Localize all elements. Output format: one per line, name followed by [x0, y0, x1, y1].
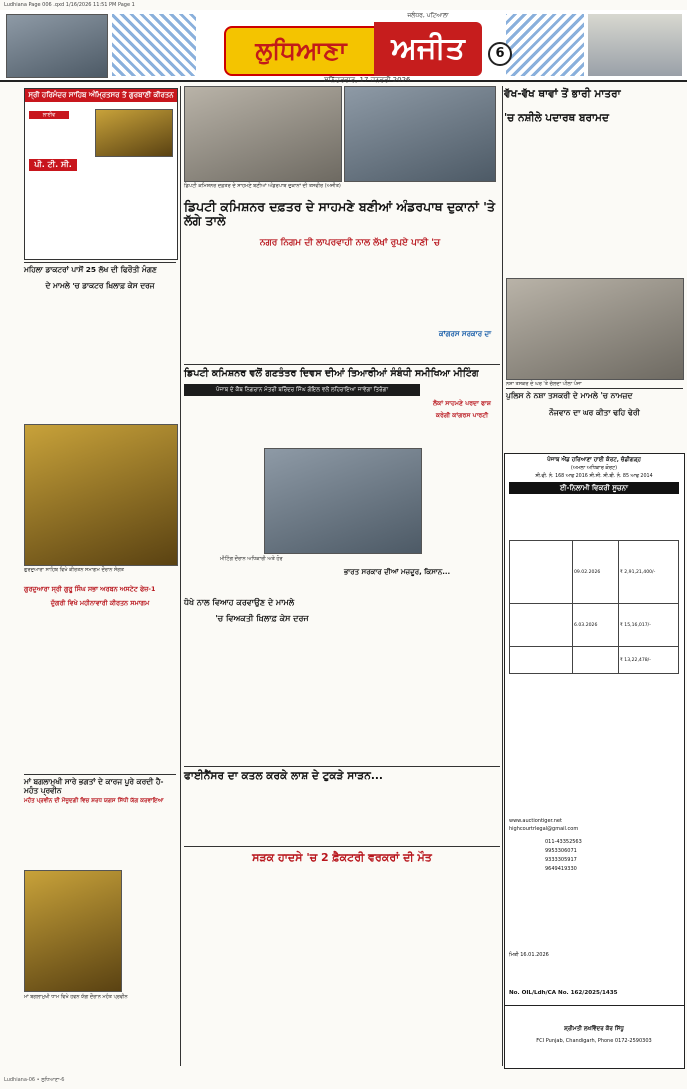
tender-cell — [510, 604, 573, 647]
tender-cell-amount-1: ₹ 2,91,21,400/- — [618, 541, 678, 604]
tender-website[interactable]: www.auctiontiger.net — [509, 818, 562, 824]
tender-contact-2: 9953306071 — [545, 848, 577, 854]
masthead-editions: ਜਲੰਧਰ, ਪਟਿਆਲਾ — [407, 12, 449, 19]
masthead-date: ਸ਼ਨਿੱਚਰਵਾਰ, 17 ਜਨਵਰੀ 2026 — [324, 76, 411, 84]
havan-photo — [24, 870, 122, 992]
story7-headline-line1: ਗੁਰਦੁਆਰਾ ਸ੍ਰੀ ਗੁਰੂ ਸਿੰਘ ਸਭਾ ਅਰਬਨ ਅਸਟੇਟ ਫੇਜ਼-1 — [24, 585, 156, 593]
masthead-pattern-right — [506, 14, 584, 76]
story8-headline: ਭਾਰਤ ਸਰਕਾਰ ਦੀਆਂ ਮਜ਼ਦੂਰ, ਕਿਸਾਨ... — [344, 568, 451, 576]
story1-photo-caption: ਡਿਪਟੀ ਕਮਿਸ਼ਨਰ ਦਫ਼ਤਰ ਦੇ ਸਾਹਮਣੇ ਬਣੀਆਂ ਅੰਡਰਪਾਥ ਦੁਕਾਨਾਂ ਦੀ ਤਸਵੀਰ (ਅਜੀਤ) — [184, 183, 341, 189]
column-rule — [502, 86, 503, 1066]
section-rule — [184, 364, 500, 365]
tender-org-line1: ਪੰਜਾਬ ਐਂਡ ਹਰਿਆਣਾ ਹਾਈ ਕੋਰਟ, ਚੰਡੀਗੜ੍ਹ — [547, 457, 641, 463]
tender-intro — [509, 498, 679, 538]
story11-headline: ਮਾਂ ਬਗਲਾਮੁਖੀ ਸਾਰੇ ਭਗਤਾਂ ਦੇ ਕਾਰਜ ਪੂਰੇ ਕਰਦੀ ਹੈ-ਮਹੰਤ ਪ੍ਰਵੀਨ — [24, 777, 164, 795]
story4-body — [184, 400, 304, 448]
story9-body — [184, 630, 340, 760]
notice-title: ਸ੍ਰੀ ਹਰਿਮੰਦਰ ਸਾਹਿਬ ਅੰਮ੍ਰਿਤਸਰ ਤੋਂ ਗੁਰਬਾਣੀ ਕੀਰਤਨ — [25, 89, 177, 102]
story5-headline-line1: ਕਾਂਗਰਸ ਸਰਕਾਰ ਦਾ — [438, 330, 492, 338]
masthead-paper-name: ਅਜੀਤ — [374, 22, 482, 76]
story4-subhead: ਪੰਜਾਬ ਦੇ ਕੈਬ ਨਿਗਰਾਨ ਮੰਤਰੀ ਬਰਿੰਦਰ ਸਿੰਘ ਗੋਇਲ ਵਲੋਂ ਲਹਿਰਾਇਆ ਜਾਵੇਗਾ ਤਿਰੰਗਾ — [184, 384, 420, 396]
story2-body — [504, 134, 683, 272]
story9-headline-line2: 'ਚ ਵਿਅਕਤੀ ਖ਼ਿਲਾਫ਼ ਕੇਸ ਦਰਜ — [215, 614, 309, 623]
story6-headline-line2: ਨੌਜਵਾਨ ਦਾ ਘਰ ਕੀਤਾ ਢਹਿ ਢੇਰੀ — [549, 408, 640, 417]
meeting-photo — [264, 448, 422, 554]
story11-subhead: ਮਹੰਤ ਪ੍ਰਵੀਨ ਦੀ ਮੌਜੂਦਗੀ ਵਿਚ ਸ਼ਰਧ ਯਗਸ ਸਿੱਧੀ ਯੱਗ ਕਰਵਾਇਆ — [24, 798, 164, 804]
tender-cell-date-1: 09.02.2026 — [573, 541, 619, 604]
story3-body — [24, 298, 176, 420]
story7-body — [24, 614, 176, 778]
masthead-city: ਲੁਧਿਆਣਾ — [224, 26, 378, 76]
section-rule — [184, 846, 500, 847]
underpass-shop-photo-2 — [344, 86, 496, 182]
tender-terms — [509, 694, 679, 814]
story3-headline-line2: ਦੇ ਮਾਮਲੇ 'ਚ ਡਾਕਟਰ ਖ਼ਿਲਾਫ਼ ਕੇਸ ਦਰਜ — [45, 281, 155, 290]
page-footer: Ludhiana-06 • ਲੁਧਿਆਣਾ-6 — [4, 1077, 65, 1083]
story6-body — [506, 424, 683, 450]
story4-body-2 — [184, 448, 260, 552]
gurdwara-photo — [24, 424, 178, 566]
section-rule — [506, 388, 683, 389]
story1-headline: ਡਿਪਟੀ ਕਮਿਸ਼ਨਰ ਦਫ਼ਤਰ ਦੇ ਸਾਹਮਣੇ ਬਣੀਆਂ ਅੰਡਰਪਾਥ ਦੁਕਾਨਾਂ 'ਤੇ ਲੱਗੇ ਤਾਲੇ — [184, 199, 495, 229]
story4-headline: ਡਿਪਟੀ ਕਮਿਸ਼ਨਰ ਵਲੋਂ ਗਣਤੰਤਰ ਦਿਵਸ ਦੀਆਂ ਤਿਆਰੀਆਂ ਸੰਬੰਧੀ ਸਮੀਖਿਆ ਮੀਟਿੰਗ — [184, 368, 479, 379]
story11-body-2 — [124, 870, 176, 990]
tender-cell — [573, 647, 619, 674]
tender-title: ਈ-ਨਿਲਾਮੀ ਵਿਕਰੀ ਸੂਚਨਾ — [509, 482, 679, 494]
story1-subhead: ਨਗਰ ਨਿਗਮ ਦੀ ਲਾਪਰਵਾਹੀ ਨਾਲ ਲੱਖਾਂ ਰੁਪਏ ਪਾਣੀ 'ਚ — [259, 238, 441, 248]
story5-side-body — [424, 282, 500, 362]
golden-temple-image — [95, 109, 173, 157]
story6-headline-line1: ਪੁਲਿਸ ਨੇ ਨਸ਼ਾ ਤਸਕਰੀ ਦੇ ਮਾਮਲੇ 'ਚ ਨਾਮਜ਼ਦ — [506, 391, 633, 400]
column-rule — [180, 86, 181, 1066]
masthead-pattern-left — [112, 14, 196, 76]
tender-cell-date-2: 6.03.2026 — [573, 604, 619, 647]
story2-headline-line1: ਵੱਖ-ਵੱਖ ਥਾਵਾਂ ਤੋਂ ਭਾਰੀ ਮਾਤਰਾ — [504, 88, 621, 100]
story12-body — [184, 874, 500, 1066]
tender-contact-4: 9649419330 — [545, 866, 577, 872]
story2-headline-line2: 'ਚ ਨਸ਼ੀਲੇ ਪਦਾਰਥ ਬਰਾਮਦ — [504, 112, 609, 124]
section-rule — [184, 766, 500, 767]
tender-org-line2: (ਅਮਲਾ ਅਧਿਕਾਰ ਕੋਰਟ) — [570, 465, 618, 471]
tender-contacts — [545, 838, 675, 874]
section-rule — [24, 774, 176, 775]
tender-cell — [510, 541, 573, 604]
tender-cell-amount-2: ₹ 15,16,017/- — [618, 604, 678, 647]
tender-row — [510, 541, 679, 604]
live-kirtan-notice — [24, 88, 178, 260]
tender-row — [510, 604, 679, 647]
masthead-statue-image — [6, 14, 108, 78]
tender-table — [509, 540, 679, 674]
tender-contact-3: 9333305917 — [545, 857, 577, 863]
bottom-ad-line2: FCI Punjab, Chandigarh, Phone 0172-2590303 — [536, 1038, 652, 1044]
notice-schedule — [29, 175, 173, 251]
story11-photo-caption: ਮਾਂ ਬਗਲਾਮੁਖੀ ਧਾਮ ਵਿਖੇ ਹਵਨ ਯੱਗ ਦੌਰਾਨ ਮਹੰਤ ਪ੍ਰਵੀਨ — [24, 994, 128, 1000]
tender-cell — [510, 647, 573, 674]
story11-body — [24, 810, 176, 870]
demolition-photo — [506, 278, 684, 380]
masthead-clocktower-image — [588, 14, 682, 76]
story8-body — [344, 582, 500, 762]
story5-headline-line2: ਲੋਕਾਂ ਸਾਹਮਣੇ ਪਰਦਾ ਫਾਸ਼ — [432, 400, 492, 407]
section-rule — [24, 262, 176, 263]
story12-headline: ਸੜਕ ਹਾਦਸੇ 'ਚ 2 ਫ਼ੈਕਟਰੀ ਵਰਕਰਾਂ ਦੀ ਮੌਤ — [252, 851, 432, 864]
print-slug: Ludhiana Page 006 .qxd 1/16/2026 11:51 PM Page 1 — [4, 2, 135, 8]
story9-headline-line1: ਧੋਖੇ ਨਾਲ ਵਿਆਹ ਕਰਵਾਉਣ ਦੇ ਮਾਮਲੇ — [184, 598, 295, 607]
ptc-logo: ਪੀ. ਟੀ. ਸੀ. — [29, 159, 77, 171]
tender-cell-amount-3: ₹ 13,22,478/- — [618, 647, 678, 674]
story7-headline-line2: ਦੁੱਗਰੀ ਵਿਖੇ ਮਹੀਨਾਵਾਰੀ ਕੀਰਤਨ ਸਮਾਗਮ — [50, 599, 150, 607]
page-number: 6 — [488, 42, 512, 66]
notice-text — [29, 123, 91, 153]
notice-live-tag: ਲਾਈਵ — [29, 111, 69, 119]
story5-headline-line3: ਕਰੇਗੀ ਕਾਂਗਰਸ ਪਾਰਟੀ — [435, 412, 489, 419]
tender-reference: ਸੀ.ਵੀ. ਨੰ. 168 ਆਫ 2016 ਸੀ.ਸੀ. ਸੀ.ਬੀ. ਨੰ. 85 ਆਫ 2014 — [535, 474, 653, 479]
bottom-ad-line1: ਸ਼੍ਰੀਮਤੀ ਲਖਵਿੰਦਰ ਕੌਰ ਸਿੱਧੂ — [564, 1026, 624, 1032]
tender-more-terms — [509, 878, 679, 948]
bottom-right-ad — [504, 1005, 685, 1069]
story11-body-3 — [24, 1006, 176, 1066]
e-auction-notice — [504, 453, 685, 1047]
story8-photo-caption: ਮੀਟਿੰਗ ਦੌਰਾਨ ਅਧਿਕਾਰੀ ਅਤੇ ਹੋਰ — [220, 556, 283, 562]
story3-headline-line1: ਮਹਿਲਾ ਡਾਕਟਰਾਂ ਪਾਸੋਂ 25 ਲੱਖ ਦੀ ਫਿਰੌਤੀ ਮੰਗਣ — [24, 265, 157, 274]
story10-body — [184, 790, 500, 842]
story6-photo-caption: ਨਸ਼ਾ ਤਸਕਰ ਦੇ ਘਰ 'ਤੇ ਚੱਲਦਾ ਪੀਲਾ ਪੰਜਾ — [506, 381, 582, 387]
tender-contact-1: 011-43352563 — [545, 839, 582, 845]
story10-headline: ਫਾਈਨੈਂਸਰ ਦਾ ਕਤਲ ਕਰਕੇ ਲਾਸ਼ ਦੇ ਟੁਕੜੇ ਸਾੜਨ... — [184, 770, 383, 782]
tender-footer-number: No. OIL/Ldh/CA No. 162/2025/1435 — [509, 990, 618, 996]
story5-body — [424, 424, 500, 554]
underpass-shop-photo-1 — [184, 86, 342, 182]
tender-email[interactable]: highcourtrlegal@gmail.com — [509, 826, 579, 832]
tender-row — [510, 647, 679, 674]
story7-photo-caption: ਗੁਰਦੁਆਰਾ ਸਾਹਿਬ ਵਿਖੇ ਕੀਰਤਨ ਸਮਾਗਮ ਦੌਰਾਨ ਸੰਗਤ — [24, 567, 125, 573]
tender-date: ਮਿਤੀ 16.01.2026 — [509, 952, 549, 958]
